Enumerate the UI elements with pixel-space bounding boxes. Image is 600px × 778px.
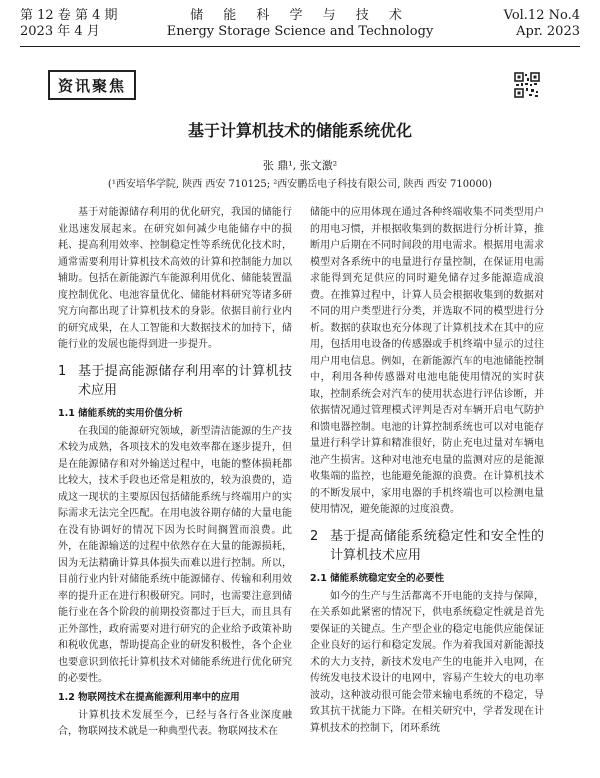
date-cn: 2023 年 4 月 <box>20 24 100 39</box>
section-1-heading <box>58 362 292 400</box>
article-authors: 张 鼎¹, 张文激² <box>262 159 338 172</box>
date-en: Apr. 2023 <box>516 24 580 39</box>
subsection-2-1-heading: 2.1 储能系统稳定安全的必要性 <box>310 572 445 584</box>
continued-paragraph: 储能中的应用体现在通过各种终端收集不同类型用户的用电习惯，并根据收集到的数据进行分析计算，推断用户后期在不同时间段的用电需求。根据用电需求模型对各系统中的电量进行存量控制，在保证用电需求能得到充足供应的同时避免储存过多能源造成浪费。在推算过程中，计算人员会根据收集到的数据对不同的用户类型进行分类，并选取不同的模型进行分析。数据的获取也充分体现了计算机技术在其中的应用，包括用电设备的传感器或手机终端中显示的过往用户用电信息。例如，在新能源汽车的电池储能控制中，利用各种传感器对电池电能使用情况的实时获取，控制系统会对汽车的使用状态进行评估诊断，并依据情况通过管理模式评判是否对车辆开启电气防护和馈电器控制。电池的计算控制系统也可以对电能存量进行科学计算和精准很好，防止充电过量对车辆电池产生损害。这种对电池充电量的监测对应的是能源收集端的监控，也能避免能源的浪费。在计算机技术的不断发展中，家用电器的手机终端也可以检测电量使用情况，避免能源的过度浪费。 <box>310 207 544 515</box>
journal-header <box>20 8 580 44</box>
volume-cn: 第 12 卷 第 4 期 <box>20 8 118 23</box>
header-right <box>504 8 580 40</box>
volume-en: Vol.12 No.4 <box>503 8 580 23</box>
section-2-heading <box>310 527 544 565</box>
section-1-title: 基于提高能源储存利用率的计算机技术应用 <box>78 363 292 398</box>
left-column <box>58 205 292 741</box>
right-column <box>310 205 544 737</box>
section-2-number: 2 <box>310 528 319 544</box>
article-affiliation: (¹西安培华学院, 陕西 西安 710125; ²西安鹏岳电子科技有限公司, 陕西 西安 710000) <box>107 179 493 190</box>
journal-name-cn: 储 能 科 学 与 技 术 <box>190 8 410 23</box>
section-tag: 资讯聚焦 <box>48 70 136 100</box>
section-2-title: 基于提高储能系统稳定性和安全性的计算机技术应用 <box>330 528 544 563</box>
header-center <box>20 8 580 40</box>
intro-paragraph: 基于对能源储存利用的优化研究，我国的储能行业迅速发展起来。在研究如何减少电能储存中的损耗、提高利用效率、控制稳定性等系统优化技术时，通常需要利用计算机技术高效的计算和控制能力加以辅助。包括在新能源汽车能源利用优化、储能装置温度控制优化、电池容量优化、储能材料研究等诸多研究方向都出现了计算机技术的身影。依据目前行业内的研究成果，在人工智能和大数据技术的加持下，储能行业的发展也能得到进一步提升。 <box>58 207 292 350</box>
journal-name-en: Energy Storage Science and Technology <box>166 24 434 39</box>
subsection-1-1-paragraph: 在我国的能源研究领域，新型清洁能源的生产技术较为成熟，各项技术的发电效率都在逐步提升，但是在能源储存和对外输送过程中，电能的整体损耗都比较大，技术手段也还常是粗放的，较为浪费的，造成这一现状的主要原因包括储能系统与终端用户的实际需求无法完全匹配。在用电波谷期存储的大量电能在没有协调好的情况下因为长时间搁置而浪费。此外，在能源输送的过程中依然存在大量的能源损耗，因为无法精确计算具体损失而难以进行控制。所以，目前行业内针对储能系统中能源储存、传输和利用效率的提升正在进行积极研究。同时，也需要注意到储能行业在各个阶段的前期投资都过于巨大，而且具有正外部性，政府需要对进行研究的企业给予政策补助和税收优惠，帮助提高企业的研发积极性，各个企业也要意识到依托计算机技术对储能系统进行优化研究的必要性。 <box>58 425 292 684</box>
qr-code-icon <box>514 72 540 98</box>
subsection-1-2-paragraph: 计算机技术发展至今，已经与各行各业深度融合，物联网技术就是一种典型代表。物联网技术在 <box>58 709 292 737</box>
subsection-1-1-heading: 1.1 储能系统的实用价值分析 <box>58 407 183 419</box>
subsection-1-2-heading: 1.2 物联网技术在提高能源利用率中的应用 <box>58 691 240 703</box>
header-rule <box>20 46 580 47</box>
subsection-2-1-paragraph: 如今的生产与生活都离不开电能的支持与保障，在关系如此紧密的情况下，供电系统稳定性就是首先要保证的关键点。生产型企业的稳定电能供应能保证企业良好的运行和稳定发展。作为着我国对新能源技术的大力支持，新技术发电产生的电能并入电网，在传统发电技术设计的电网中，容易产生较大的电功率波动，这种波动很可能会带来输电系统的不稳定，导致其抗干扰能力下降。在相关研究中，学者发现在计算机技术的控制下，闭环系统 <box>310 590 544 734</box>
section-1-number: 1 <box>58 363 67 379</box>
article-title: 基于计算机技术的储能系统优化 <box>187 121 412 140</box>
